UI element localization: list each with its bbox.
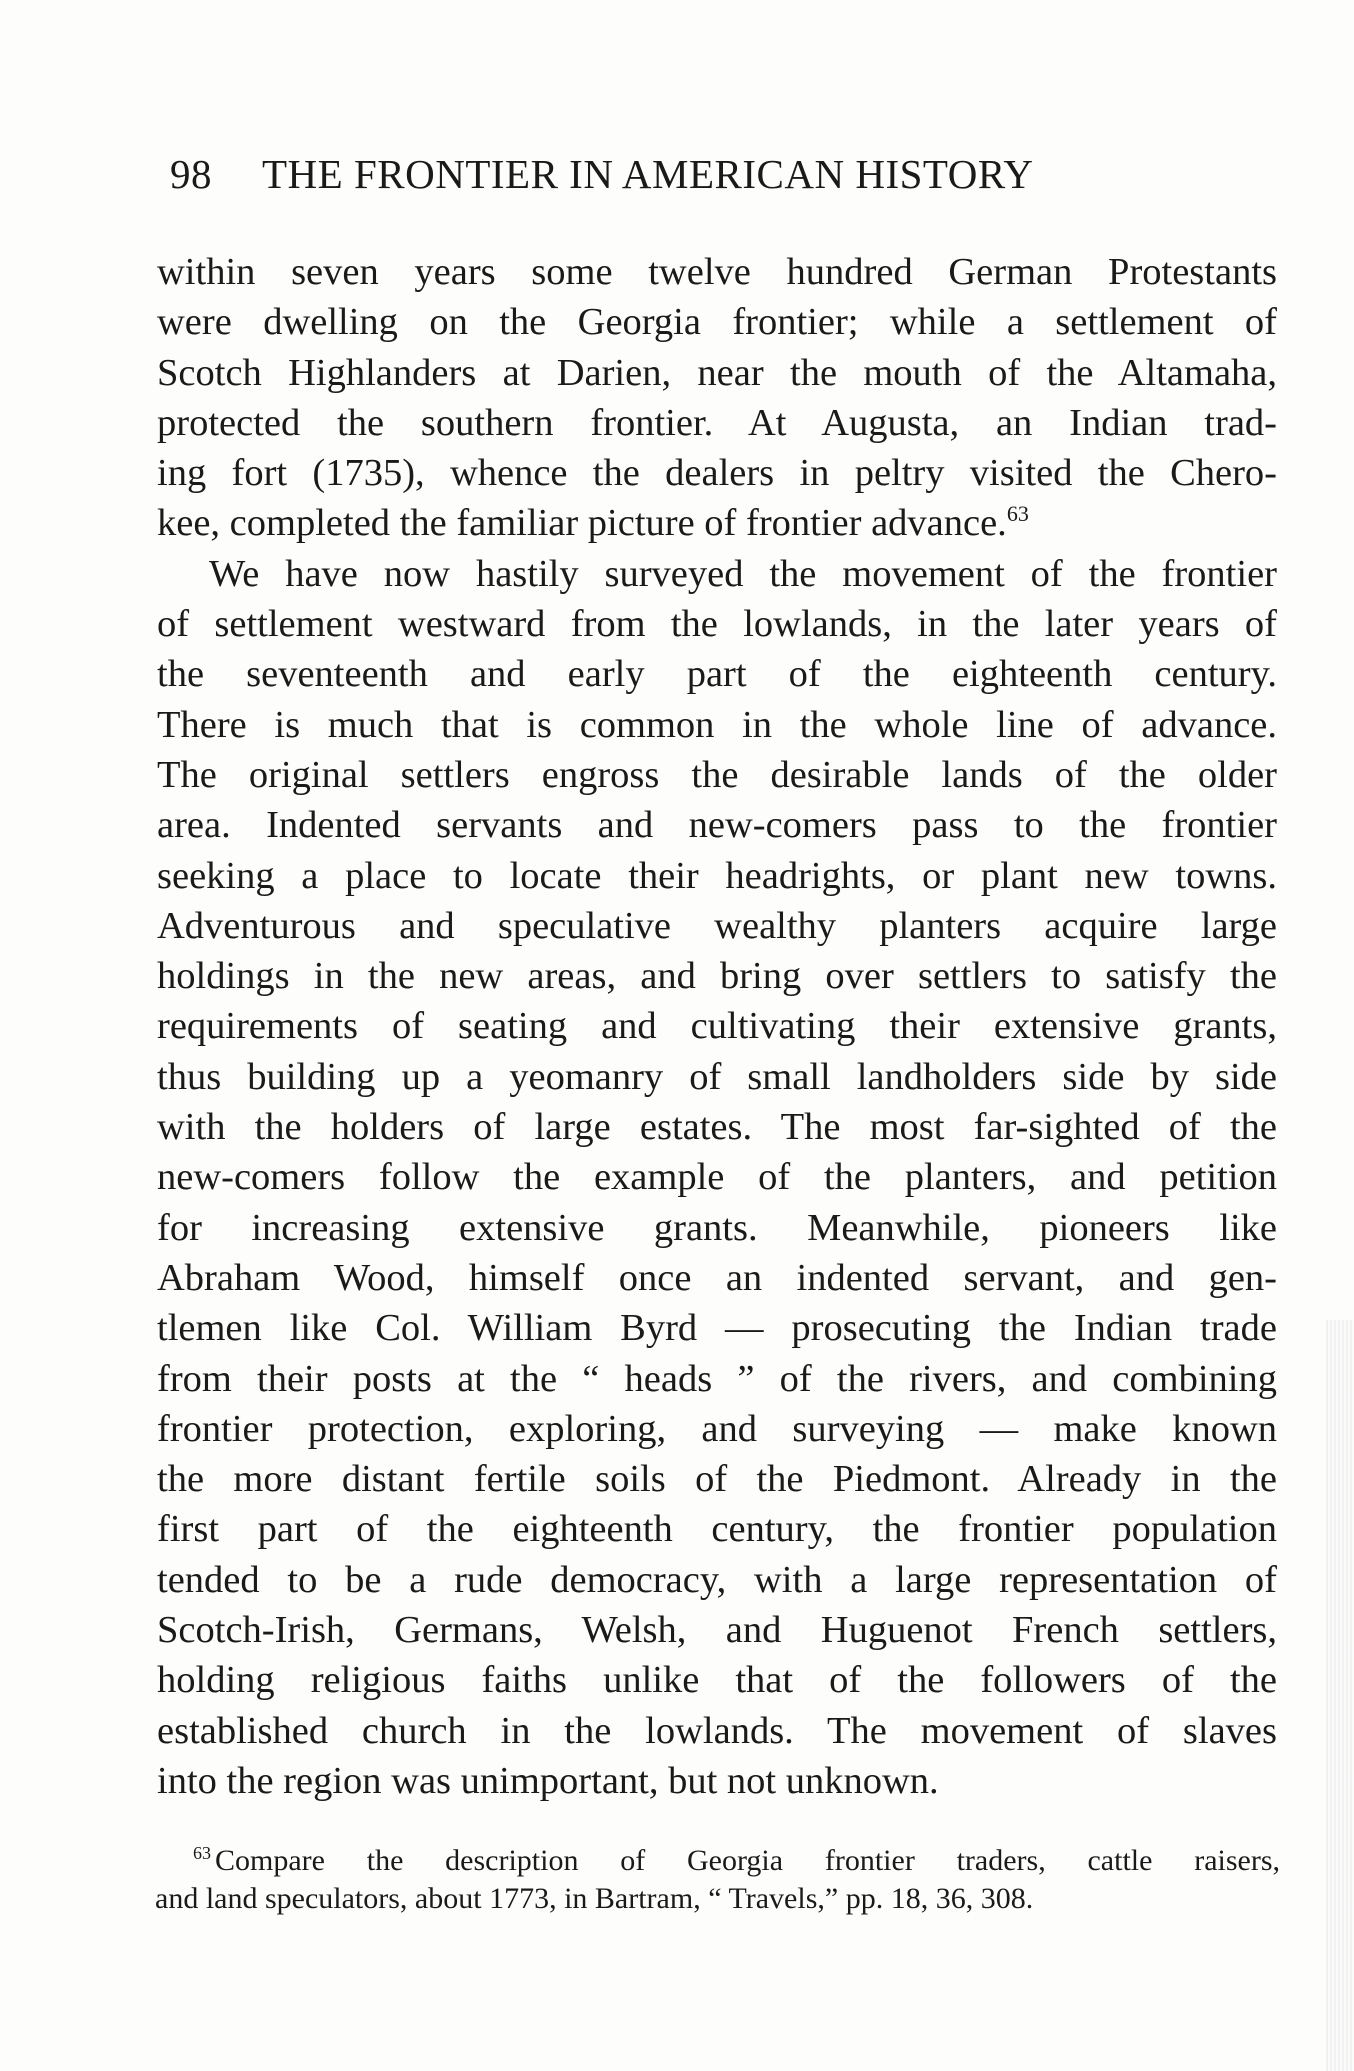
footnote-marker: 63 [193, 1843, 211, 1863]
footnote-line-content: Compare the description of Georgia frontier traders, cattle raisers, [215, 1844, 1280, 1877]
text-line: holding religious faiths unlike that of the followers of the [157, 1659, 1277, 1702]
running-header [170, 150, 1190, 198]
footnote-line: and land speculators, about 1773, in Bartram, “ Travels,” pp. 18, 36, 308. [155, 1882, 1034, 1915]
text-line: We have now hastily surveyed the movement of the frontier [209, 552, 1277, 595]
text-line: Scotch Highlanders at Darien, near the mouth of the Altamaha, [157, 351, 1277, 394]
footnote [155, 1842, 1280, 1918]
text-line: first part of the eighteenth century, the frontier population [157, 1508, 1277, 1551]
text-line: ing fort (1735), whence the dealers in peltry visited the Chero- [157, 452, 1277, 495]
text-line: thus building up a yeomanry of small landholders side by side [157, 1055, 1277, 1098]
footnote-reference[interactable]: 63 [1006, 501, 1029, 527]
text-line: from their posts at the “ heads ” of the rivers, and combining [157, 1357, 1277, 1400]
text-line-content: kee, completed the familiar picture of frontier advance. [157, 502, 1007, 545]
text-line: Abraham Wood, himself once an indented servant, and gen- [157, 1256, 1277, 1299]
text-line: Scotch-Irish, Germans, Welsh, and Huguenot French settlers, [157, 1609, 1277, 1652]
text-line: protected the southern frontier. At Augusta, an Indian trad- [157, 401, 1277, 444]
running-title: THE FRONTIER IN AMERICAN HISTORY [262, 151, 1034, 197]
text-line: established church in the lowlands. The movement of slaves [157, 1709, 1277, 1752]
text-line: of settlement westward from the lowlands, in the later years of [157, 603, 1277, 646]
text-line: frontier protection, exploring, and surveying — make known [157, 1407, 1277, 1450]
text-line: seeking a place to locate their headrights, or plant new towns. [157, 854, 1277, 897]
text-line: holdings in the new areas, and bring over settlers to satisfy the [157, 955, 1277, 998]
text-line: into the region was unimportant, but not unknown. [157, 1759, 939, 1802]
text-line: the seventeenth and early part of the eighteenth century. [157, 653, 1277, 696]
text-line: requirements of seating and cultivating their extensive grants, [157, 1005, 1277, 1048]
body-text [157, 247, 1277, 1806]
page-edge-shadow [1326, 1320, 1354, 2071]
text-line: tended to be a rude democracy, with a large representation of [157, 1558, 1277, 1601]
footnote-line [155, 1842, 1280, 1880]
text-line: within seven years some twelve hundred German Protestants [157, 251, 1277, 293]
page-number: 98 [170, 151, 212, 197]
text-line: Adventurous and speculative wealthy planters acquire large [157, 904, 1277, 947]
paragraph [157, 247, 1277, 549]
text-line: were dwelling on the Georgia frontier; while a settlement of [157, 301, 1277, 344]
text-line: The original settlers engross the desirable lands of the older [157, 753, 1277, 796]
text-line: tlemen like Col. William Byrd — prosecuting the Indian trade [157, 1307, 1277, 1350]
paragraph [157, 549, 1277, 1806]
text-line: new-comers follow the example of the planters, and petition [157, 1156, 1277, 1199]
text-line: for increasing extensive grants. Meanwhile, pioneers like [157, 1206, 1277, 1249]
text-line: with the holders of large estates. The most far-sighted of the [157, 1106, 1277, 1149]
text-line: area. Indented servants and new-comers pass to the frontier [157, 804, 1277, 847]
text-line: There is much that is common in the whole line of advance. [157, 703, 1277, 746]
text-line: the more distant fertile soils of the Piedmont. Already in the [157, 1458, 1277, 1501]
text-line [157, 498, 1277, 548]
